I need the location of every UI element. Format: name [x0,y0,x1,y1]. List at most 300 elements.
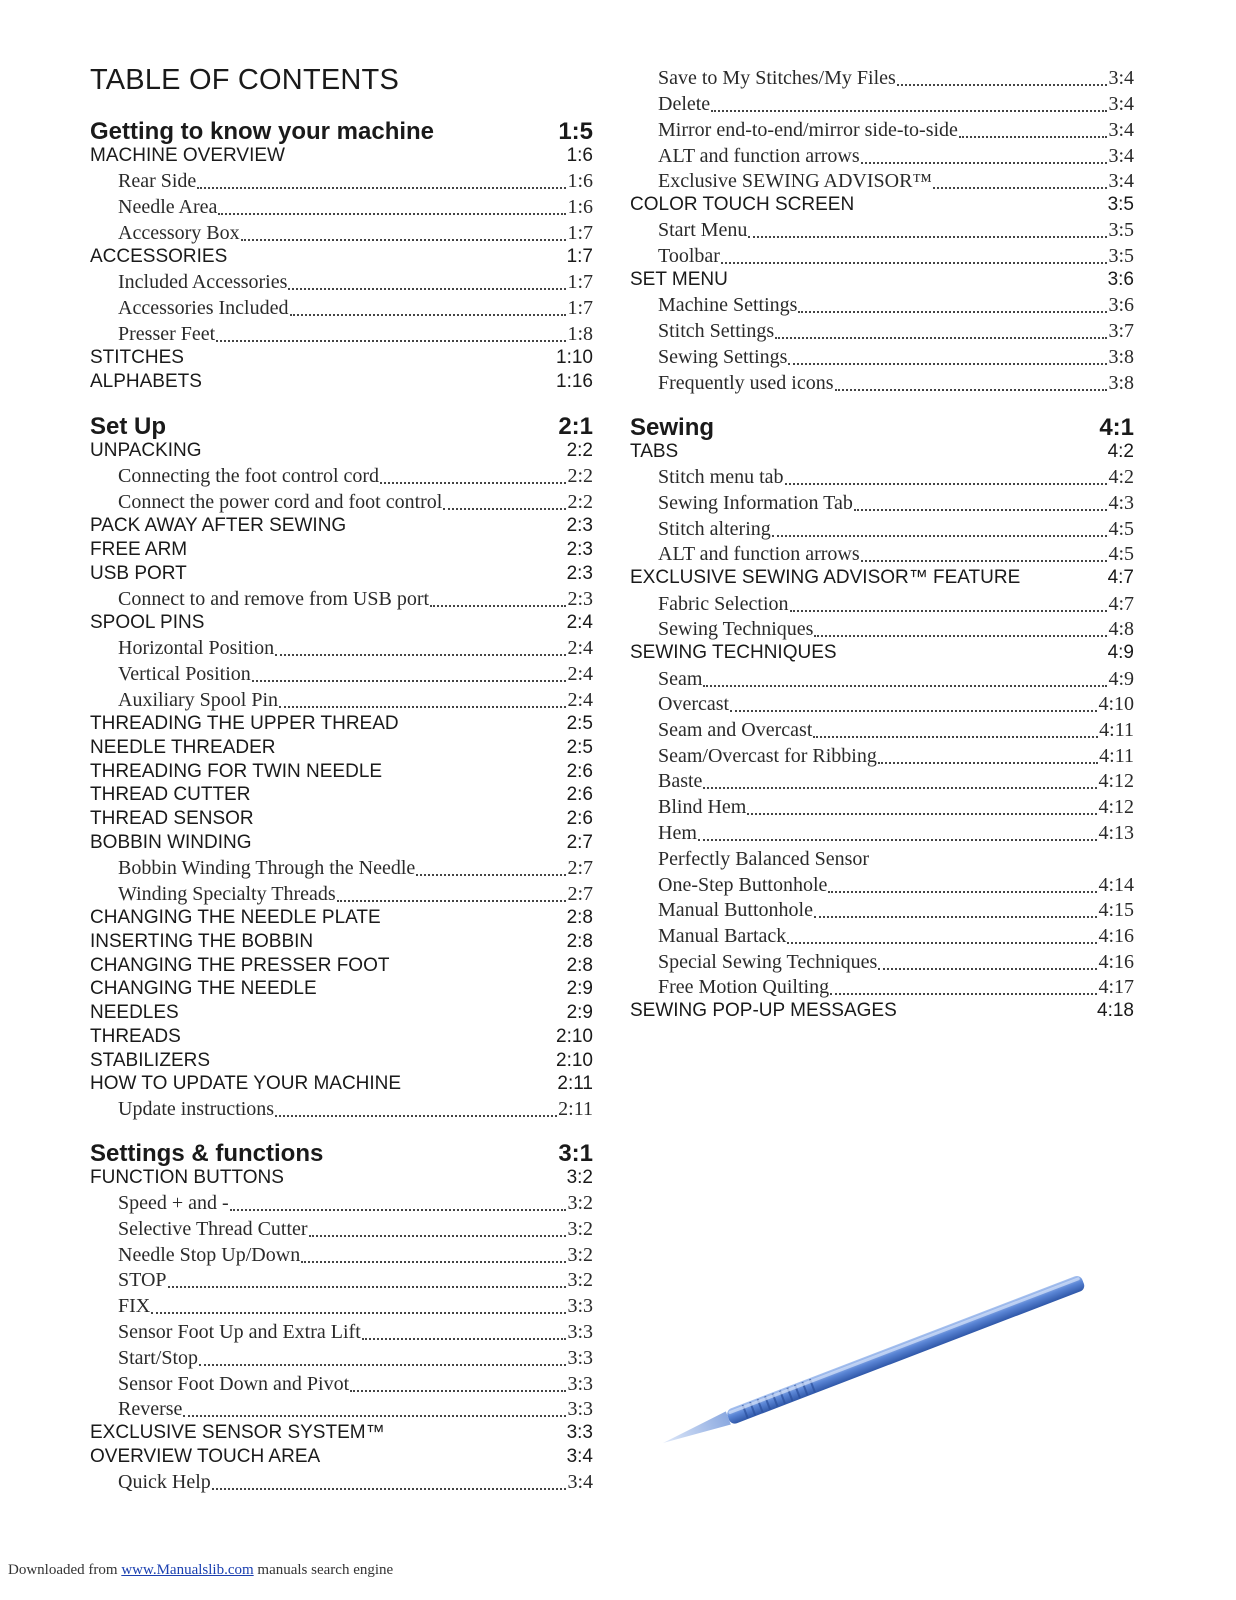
toc-entry-row[interactable] [90,222,593,246]
toc-section-row[interactable] [90,515,593,537]
toc-entry-row[interactable] [630,320,1134,344]
toc-entry-row[interactable] [90,323,593,347]
toc-entry-label: Sensor Foot Up and Extra Lift [118,1321,361,1343]
dot-leader [197,186,566,189]
toc-entry-row[interactable] [90,1398,593,1422]
toc-entry-label: Accessories Included [118,297,289,319]
toc-entry-label: Stitch Settings [658,320,775,342]
toc-entry-row[interactable] [90,465,593,489]
toc-entry-row[interactable] [630,219,1134,243]
toc-entry-row[interactable] [630,93,1134,117]
toc-entry-row[interactable] [90,1244,593,1268]
toc-page-number: 1:6 [566,145,593,166]
toc-entry-label: Machine Settings [658,294,798,316]
toc-entry-label: Start/Stop [118,1347,199,1369]
toc-page-number: 1:8 [567,323,593,345]
toc-page-number: 2:10 [556,1026,593,1047]
dot-leader [748,235,1107,238]
toc-page-number: 3:4 [1108,170,1134,192]
toc-entry-row[interactable] [630,874,1134,898]
toc-page-number: 3:6 [1107,269,1134,290]
toc-section-row[interactable] [90,784,593,806]
toc-page-number: 2:8 [566,907,593,928]
toc-section-label: EXCLUSIVE SENSOR SYSTEM™ [90,1422,385,1443]
dot-leader [216,339,566,342]
toc-entry-row[interactable] [630,796,1134,820]
toc-section-label: STITCHES [90,347,184,368]
toc-entry-label: Presser Feet [118,323,216,345]
toc-entry-label: Sewing Techniques [658,618,814,640]
toc-chapter-row[interactable] [90,1140,593,1168]
dot-leader [230,1208,567,1211]
toc-section-row[interactable] [90,1050,593,1072]
toc-entry-row[interactable] [90,271,593,295]
dot-leader [337,899,567,902]
toc-entry-label: Reverse [118,1398,183,1420]
toc-page-number: 2:5 [566,737,593,758]
toc-section-label: FREE ARM [90,539,188,560]
toc-page-number: 3:2 [567,1244,593,1266]
dot-leader [151,1311,566,1314]
toc-entry-row[interactable] [630,593,1134,617]
download-footer [8,1562,393,1579]
toc-section-row[interactable] [630,567,1134,589]
toc-page-number: 2:3 [566,515,593,536]
toc-entry-row[interactable] [630,925,1134,949]
toc-entry-row[interactable] [630,170,1134,194]
toc-section-row[interactable] [630,1000,1134,1022]
toc-entry-label: Free Motion Quilting [658,976,830,998]
dot-leader [790,609,1108,612]
toc-page-number: 3:3 [567,1321,593,1343]
dot-leader [747,812,1097,815]
toc-page-number: 3:4 [1108,93,1134,115]
toc-section-row[interactable] [90,1167,593,1189]
toc-section-row[interactable] [90,246,593,268]
toc-entry-label: Mirror end-to-end/mirror side-to-side [658,119,958,141]
dot-leader [199,1363,566,1366]
toc-entry-label: Bobbin Winding Through the Needle [118,857,416,879]
toc-entry-row[interactable] [630,543,1134,567]
toc-page-number: 2:9 [566,978,593,999]
toc-entry-label: Needle Area [118,196,218,218]
toc-section-row[interactable] [90,371,593,393]
toc-page-number: 4:17 [1098,976,1134,998]
toc-section-label: BOBBIN WINDING [90,832,252,853]
toc-page-number: 2:4 [567,663,593,685]
toc-entry-row[interactable] [90,637,593,661]
toc-entry-label: Update instructions [118,1098,275,1120]
toc-section-label: NEEDLE THREADER [90,737,276,758]
toc-chapter-label: Settings & functions [90,1140,324,1167]
dot-leader [814,915,1097,918]
toc-chapter-row[interactable] [90,118,593,146]
footer-prefix: Downloaded from [8,1562,122,1578]
toc-entry-label: One-Step Buttonhole [658,874,828,896]
toc-entry-row[interactable] [630,693,1134,717]
dot-leader [443,507,566,510]
toc-entry-row[interactable] [90,491,593,515]
dot-leader [878,967,1097,970]
toc-section-row[interactable] [90,955,593,977]
toc-entry-row[interactable] [630,67,1134,91]
toc-entry-label: Sewing Settings [658,346,788,368]
dot-leader [183,1414,566,1417]
dot-leader [380,481,566,484]
toc-page-number: 2:6 [566,808,593,829]
dot-leader [772,534,1108,537]
dot-leader [813,735,1098,738]
toc-page-number: 2:10 [556,1050,593,1071]
toc-entry-row[interactable] [630,745,1134,769]
dot-leader [830,992,1097,995]
toc-page-number: 4:16 [1098,951,1134,973]
toc-section-label: CHANGING THE NEEDLE [90,978,317,999]
dot-leader [897,83,1108,86]
dot-leader [168,1285,567,1288]
dot-leader [430,604,566,607]
toc-page-number: 2:3 [567,588,593,610]
toc-entry-row[interactable] [630,518,1134,542]
toc-page-number: 2:8 [566,931,593,952]
dot-leader [362,1337,567,1340]
toc-entry-row[interactable] [630,976,1134,1000]
toc-page-number: 4:11 [1099,719,1134,741]
toc-page-number: 4:14 [1098,874,1134,896]
dot-leader [828,890,1097,893]
dot-leader [275,653,566,656]
toc-entry-label: Baste [658,770,703,792]
dot-leader [814,634,1107,637]
dot-leader [787,941,1097,944]
toc-entry-row[interactable] [630,145,1134,169]
toc-page-number: 2:2 [566,440,593,461]
toc-chapter-row[interactable] [630,414,1134,442]
dot-leader [288,287,566,290]
toc-page-number: 3:5 [1107,194,1134,215]
toc-entry-row[interactable] [630,719,1134,743]
toc-section-label: SPOOL PINS [90,612,205,633]
toc-section-row[interactable] [90,145,593,167]
toc-entry-row[interactable] [90,1098,593,1122]
toc-entry-row[interactable] [630,822,1134,846]
toc-entry-label: STOP [118,1269,167,1291]
toc-entry-label: Toolbar [658,245,720,267]
toc-section-label: CHANGING THE PRESSER FOOT [90,955,390,976]
toc-section-label: INSERTING THE BOBBIN [90,931,314,952]
toc-entry-row[interactable] [90,663,593,687]
toc-entry-label: Quick Help [118,1471,211,1493]
toc-entry-label: Vertical Position [118,663,251,685]
toc-chapter-row[interactable] [90,413,593,441]
toc-section-label: THREADS [90,1026,181,1047]
dot-leader [870,866,1133,867]
toc-entry-row[interactable] [630,119,1134,143]
toc-page-number: 3:2 [566,1167,593,1188]
toc-page-number: 2:3 [566,563,593,584]
toc-entry-label: Seam and Overcast [658,719,813,741]
toc-entry-label: Rear Side [118,170,197,192]
toc-entry-label: Save to My Stitches/My Files [658,67,896,89]
toc-entry-label: Frequently used icons [658,372,834,394]
toc-page-number: 2:6 [566,761,593,782]
toc-section-row[interactable] [630,441,1134,463]
toc-section-row[interactable] [90,907,593,929]
toc-page-number: 3:3 [567,1398,593,1420]
toc-page-number: 4:2 [1107,441,1134,462]
toc-entry-label: Speed + and - [118,1192,229,1214]
toc-section-row[interactable] [90,1073,593,1095]
toc-page-number: 4:7 [1107,567,1134,588]
dot-leader [861,161,1108,164]
toc-entry-label: Stitch altering [658,518,771,540]
toc-chapter-label: Set Up [90,413,167,440]
toc-page-number: 4:11 [1099,745,1134,767]
toc-section-label: NEEDLES [90,1002,179,1023]
dot-leader [775,336,1107,339]
toc-page-number: 3:5 [1108,219,1134,241]
toc-page-number: 1:7 [567,222,593,244]
toc-page-number: 2:11 [558,1098,593,1120]
toc-section-row[interactable] [90,1002,593,1024]
manualslib-link[interactable]: www.Manualslib.com [121,1562,254,1578]
toc-entry-label: ALT and function arrows [658,145,860,167]
toc-section-label: THREAD CUTTER [90,784,251,805]
dot-leader [275,1114,557,1117]
toc-page-number: 3:8 [1108,346,1134,368]
dot-leader [788,362,1107,365]
toc-entry-label: Horizontal Position [118,637,275,659]
toc-section-label: THREADING FOR TWIN NEEDLE [90,761,383,782]
toc-page-number: 2:9 [566,1002,593,1023]
toc-page-number: 4:5 [1108,518,1134,540]
dot-leader [798,310,1107,313]
toc-entry-row[interactable] [90,1269,593,1293]
toc-section-row[interactable] [90,612,593,634]
toc-page-number: 2:3 [566,539,593,560]
toc-page-number: 3:4 [1108,119,1134,141]
toc-entry-label: FIX [118,1295,151,1317]
toc-page-number: 2:11 [557,1073,593,1094]
toc-entry-label: Exclusive SEWING ADVISOR™ [658,170,933,192]
toc-page-number: 2:4 [566,612,593,633]
toc-entry-row[interactable] [90,297,593,321]
toc-page-number: 2:7 [567,883,593,905]
toc-section-row[interactable] [90,1422,593,1444]
toc-entry-label: ALT and function arrows [658,543,860,565]
toc-entry-row[interactable] [630,848,1134,872]
stylus-pen-image [655,1265,1105,1455]
toc-entry-row[interactable] [90,883,593,907]
toc-page-number: 2:4 [567,689,593,711]
toc-entry-row[interactable] [630,899,1134,923]
toc-page-number: 3:6 [1108,294,1134,316]
toc-section-row[interactable] [90,713,593,735]
toc-entry-row[interactable] [90,1295,593,1319]
toc-entry-label: Connecting the foot control cord [118,465,380,487]
toc-entry-row[interactable] [630,372,1134,396]
toc-page-number: 4:16 [1098,925,1134,947]
dot-leader [861,559,1108,562]
dot-leader [309,1234,567,1237]
toc-section-label: THREAD SENSOR [90,808,254,829]
toc-entry-row[interactable] [630,951,1134,975]
toc-page-number: 4:7 [1108,593,1134,615]
toc-page-number: 2:5 [566,713,593,734]
toc-page-number: 1:6 [567,196,593,218]
toc-page-number: 2:1 [558,413,593,440]
toc-section-row[interactable] [630,269,1134,291]
toc-section-label: MACHINE OVERVIEW [90,145,285,166]
toc-page-number: 4:15 [1098,899,1134,921]
toc-entry-label: Connect to and remove from USB port [118,588,430,610]
toc-entry-label: Included Accessories [118,271,288,293]
toc-section-row[interactable] [630,642,1134,664]
toc-entry-label: Blind Hem [658,796,747,818]
toc-page-number: 3:2 [567,1218,593,1240]
toc-section-label: SEWING POP-UP MESSAGES [630,1000,897,1021]
toc-section-row[interactable] [90,737,593,759]
toc-entry-row[interactable] [90,588,593,612]
toc-page-number: 4:10 [1098,693,1134,715]
dot-leader [785,482,1108,485]
toc-entry-label: Manual Buttonhole [658,899,813,921]
dot-leader [241,238,567,241]
toc-entry-row[interactable] [90,1321,593,1345]
toc-page-number: 3:2 [567,1269,593,1291]
toc-section-row[interactable] [90,761,593,783]
dot-leader [878,761,1098,764]
toc-section-row[interactable] [90,1446,593,1468]
toc-page-number: 4:12 [1098,770,1134,792]
toc-page-number: 3:4 [1108,145,1134,167]
toc-entry-label: Fabric Selection [658,593,789,615]
toc-section-row[interactable] [90,347,593,369]
toc-entry-label: Connect the power cord and foot control [118,491,443,513]
toc-entry-label: Sewing Information Tab [658,492,853,514]
toc-entry-row[interactable] [90,1347,593,1371]
toc-entry-row[interactable] [90,1192,593,1216]
toc-entry-label: Sensor Foot Down and Pivot [118,1373,350,1395]
toc-page-number: 3:5 [1108,245,1134,267]
toc-entry-label: Overcast [658,693,730,715]
toc-entry-row[interactable] [630,294,1134,318]
toc-section-row[interactable] [90,563,593,585]
toc-page-number: 4:8 [1108,618,1134,640]
toc-section-row[interactable] [90,440,593,462]
toc-page-number: 4:13 [1098,822,1134,844]
toc-entry-row[interactable] [90,857,593,881]
toc-page-number: 3:4 [566,1446,593,1467]
dot-leader [711,109,1107,112]
toc-section-label: TABS [630,441,679,462]
toc-page-number: 4:9 [1107,642,1134,663]
toc-page-number: 1:5 [558,118,593,145]
toc-page-number: 3:3 [566,1422,593,1443]
toc-section-label: STABILIZERS [90,1050,211,1071]
toc-entry-row[interactable] [90,1373,593,1397]
toc-page-number: 3:4 [567,1471,593,1493]
toc-entry-label: Selective Thread Cutter [118,1218,308,1240]
toc-page-number: 2:7 [567,857,593,879]
dot-leader [279,705,566,708]
toc-page-number: 1:7 [567,297,593,319]
toc-page-number: 3:1 [558,1140,593,1167]
toc-entry-row[interactable] [630,492,1134,516]
toc-page-number: 2:2 [567,465,593,487]
toc-page-number: 4:2 [1108,466,1134,488]
toc-section-label: COLOR TOUCH SCREEN [630,194,855,215]
toc-entry-row[interactable] [90,170,593,194]
toc-section-label: HOW TO UPDATE YOUR MACHINE [90,1073,402,1094]
toc-page-number: 4:9 [1108,668,1134,690]
toc-entry-row[interactable] [630,618,1134,642]
toc-entry-row[interactable] [630,245,1134,269]
toc-section-label: SET MENU [630,269,728,290]
toc-entry-row[interactable] [630,770,1134,794]
toc-page-number: 2:6 [566,784,593,805]
toc-entry-label: Manual Bartack [658,925,787,947]
toc-entry-label: Winding Specialty Threads [118,883,336,905]
toc-section-label: OVERVIEW TOUCH AREA [90,1446,321,1467]
toc-section-row[interactable] [90,1026,593,1048]
toc-entry-row[interactable] [630,668,1134,692]
dot-leader [212,1487,567,1490]
toc-page-number: 3:3 [567,1347,593,1369]
toc-page-number: 1:7 [566,246,593,267]
toc-entry-label: Seam/Overcast for Ribbing [658,745,877,767]
dot-leader [218,212,566,215]
toc-section-row[interactable] [90,931,593,953]
toc-entry-label: Delete [658,93,711,115]
toc-page-number: 2:7 [566,832,593,853]
dot-leader [721,261,1108,264]
toc-entry-row[interactable] [630,346,1134,370]
dot-leader [703,684,1107,687]
toc-section-label: THREADING THE UPPER THREAD [90,713,399,734]
dot-leader [835,388,1108,391]
toc-section-label: PACK AWAY AFTER SEWING [90,515,347,536]
toc-entry-label: Perfectly Balanced Sensor [658,848,870,870]
dot-leader [252,679,567,682]
toc-section-row[interactable] [630,194,1134,216]
dot-leader [698,838,1098,841]
dot-leader [290,313,567,316]
toc-page-number: 3:2 [567,1192,593,1214]
dot-leader [703,786,1097,789]
toc-section-label: FUNCTION BUTTONS [90,1167,284,1188]
toc-entry-row[interactable] [90,196,593,220]
toc-page-number: 4:18 [1097,1000,1134,1021]
toc-section-label: ALPHABETS [90,371,202,392]
toc-section-row[interactable] [90,808,593,830]
toc-entry-row[interactable] [90,1471,593,1495]
toc-section-row[interactable] [90,832,593,854]
toc-section-row[interactable] [90,978,593,1000]
toc-entry-label: Start Menu [658,219,748,241]
toc-page-number: 2:4 [567,637,593,659]
footer-suffix: manuals search engine [253,1562,394,1578]
toc-section-row[interactable] [90,539,593,561]
dot-leader [730,709,1097,712]
dot-leader [854,508,1108,511]
dot-leader [301,1260,566,1263]
toc-entry-label: Special Sewing Techniques [658,951,878,973]
toc-entry-row[interactable] [90,689,593,713]
dot-leader [416,873,566,876]
toc-entry-row[interactable] [90,1218,593,1242]
toc-entry-row[interactable] [630,466,1134,490]
